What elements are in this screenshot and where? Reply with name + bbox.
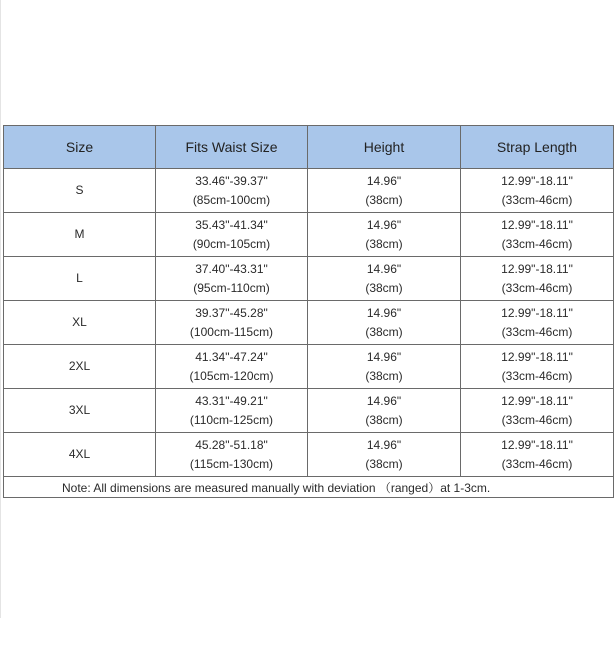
header-height: Height [308,126,461,169]
table-row [4,433,614,477]
strap-inches: 12.99"-18.11" [501,261,573,276]
waist-inches: 41.34"-47.24" [195,349,268,364]
strap-cell [461,301,614,345]
height-cm: (38cm) [365,412,403,427]
size-cell: 4XL [4,433,156,477]
height-inches: 14.96" [366,173,402,188]
height-cell [308,257,461,301]
waist-cm: (105cm-120cm) [189,368,274,383]
height-cm: (38cm) [365,236,403,251]
table-header [4,126,614,169]
strap-cell [461,345,614,389]
strap-cell [461,433,614,477]
waist-cm: (110cm-125cm) [189,412,274,427]
strap-inches: 12.99"-18.11" [501,305,573,320]
header-row [4,126,614,169]
table-row [4,301,614,345]
height-inches: 14.96" [366,437,402,452]
table-row [4,389,614,433]
table-row [4,345,614,389]
waist-cell [156,301,308,345]
waist-cell [156,345,308,389]
height-inches: 14.96" [366,305,402,320]
waist-inches: 33.46"-39.37" [195,173,268,188]
table-row [4,213,614,257]
waist-cell [156,257,308,301]
height-cell [308,301,461,345]
header-fits-waist-size: Fits Waist Size [156,126,308,169]
height-cell [308,433,461,477]
table-row [4,169,614,213]
strap-cm: (33cm-46cm) [501,192,573,207]
waist-cm: (115cm-130cm) [189,456,274,471]
size-cell: L [4,257,156,301]
table-body [4,169,614,477]
waist-inches: 35.43"-41.34" [195,217,268,232]
note-row [4,477,614,498]
strap-inches: 12.99"-18.11" [501,437,573,452]
height-cm: (38cm) [365,280,403,295]
height-cm: (38cm) [365,456,403,471]
strap-inches: 12.99"-18.11" [501,217,573,232]
strap-cell [461,257,614,301]
waist-cell [156,169,308,213]
size-cell: 2XL [4,345,156,389]
header-strap-length: Strap Length [461,126,614,169]
strap-inches: 12.99"-18.11" [501,173,573,188]
height-cm: (38cm) [365,324,403,339]
height-inches: 14.96" [366,349,402,364]
strap-cell [461,169,614,213]
height-inches: 14.96" [366,393,402,408]
strap-inches: 12.99"-18.11" [501,393,573,408]
size-cell: S [4,169,156,213]
waist-inches: 45.28"-51.18" [195,437,268,452]
height-inches: 14.96" [366,217,402,232]
table-row [4,257,614,301]
table-footer [4,477,614,498]
size-cell: XL [4,301,156,345]
waist-cm: (90cm-105cm) [192,236,271,251]
waist-cm: (100cm-115cm) [189,324,274,339]
waist-inches: 39.37"-45.28" [195,305,268,320]
waist-inches: 37.40"-43.31" [195,261,268,276]
height-cell [308,389,461,433]
height-cm: (38cm) [365,368,403,383]
waist-cell [156,213,308,257]
waist-cm: (85cm-100cm) [192,192,271,207]
header-size: Size [4,126,156,169]
height-cell [308,345,461,389]
page-left-edge [0,0,1,618]
strap-cell [461,389,614,433]
strap-cm: (33cm-46cm) [501,368,573,383]
strap-cm: (33cm-46cm) [501,324,573,339]
size-chart-table [3,125,614,498]
height-cm: (38cm) [365,192,403,207]
size-cell: 3XL [4,389,156,433]
waist-cell [156,433,308,477]
measurement-note: Note: All dimensions are measured manually with deviation （ranged）at 1-3cm. [4,477,614,498]
strap-cm: (33cm-46cm) [501,236,573,251]
waist-cell [156,389,308,433]
height-cell [308,169,461,213]
waist-inches: 43.31"-49.21" [195,393,268,408]
strap-cell [461,213,614,257]
strap-cm: (33cm-46cm) [501,280,573,295]
strap-cm: (33cm-46cm) [501,412,573,427]
height-inches: 14.96" [366,261,402,276]
strap-inches: 12.99"-18.11" [501,349,573,364]
height-cell [308,213,461,257]
strap-cm: (33cm-46cm) [501,456,573,471]
size-cell: M [4,213,156,257]
waist-cm: (95cm-110cm) [193,280,270,295]
